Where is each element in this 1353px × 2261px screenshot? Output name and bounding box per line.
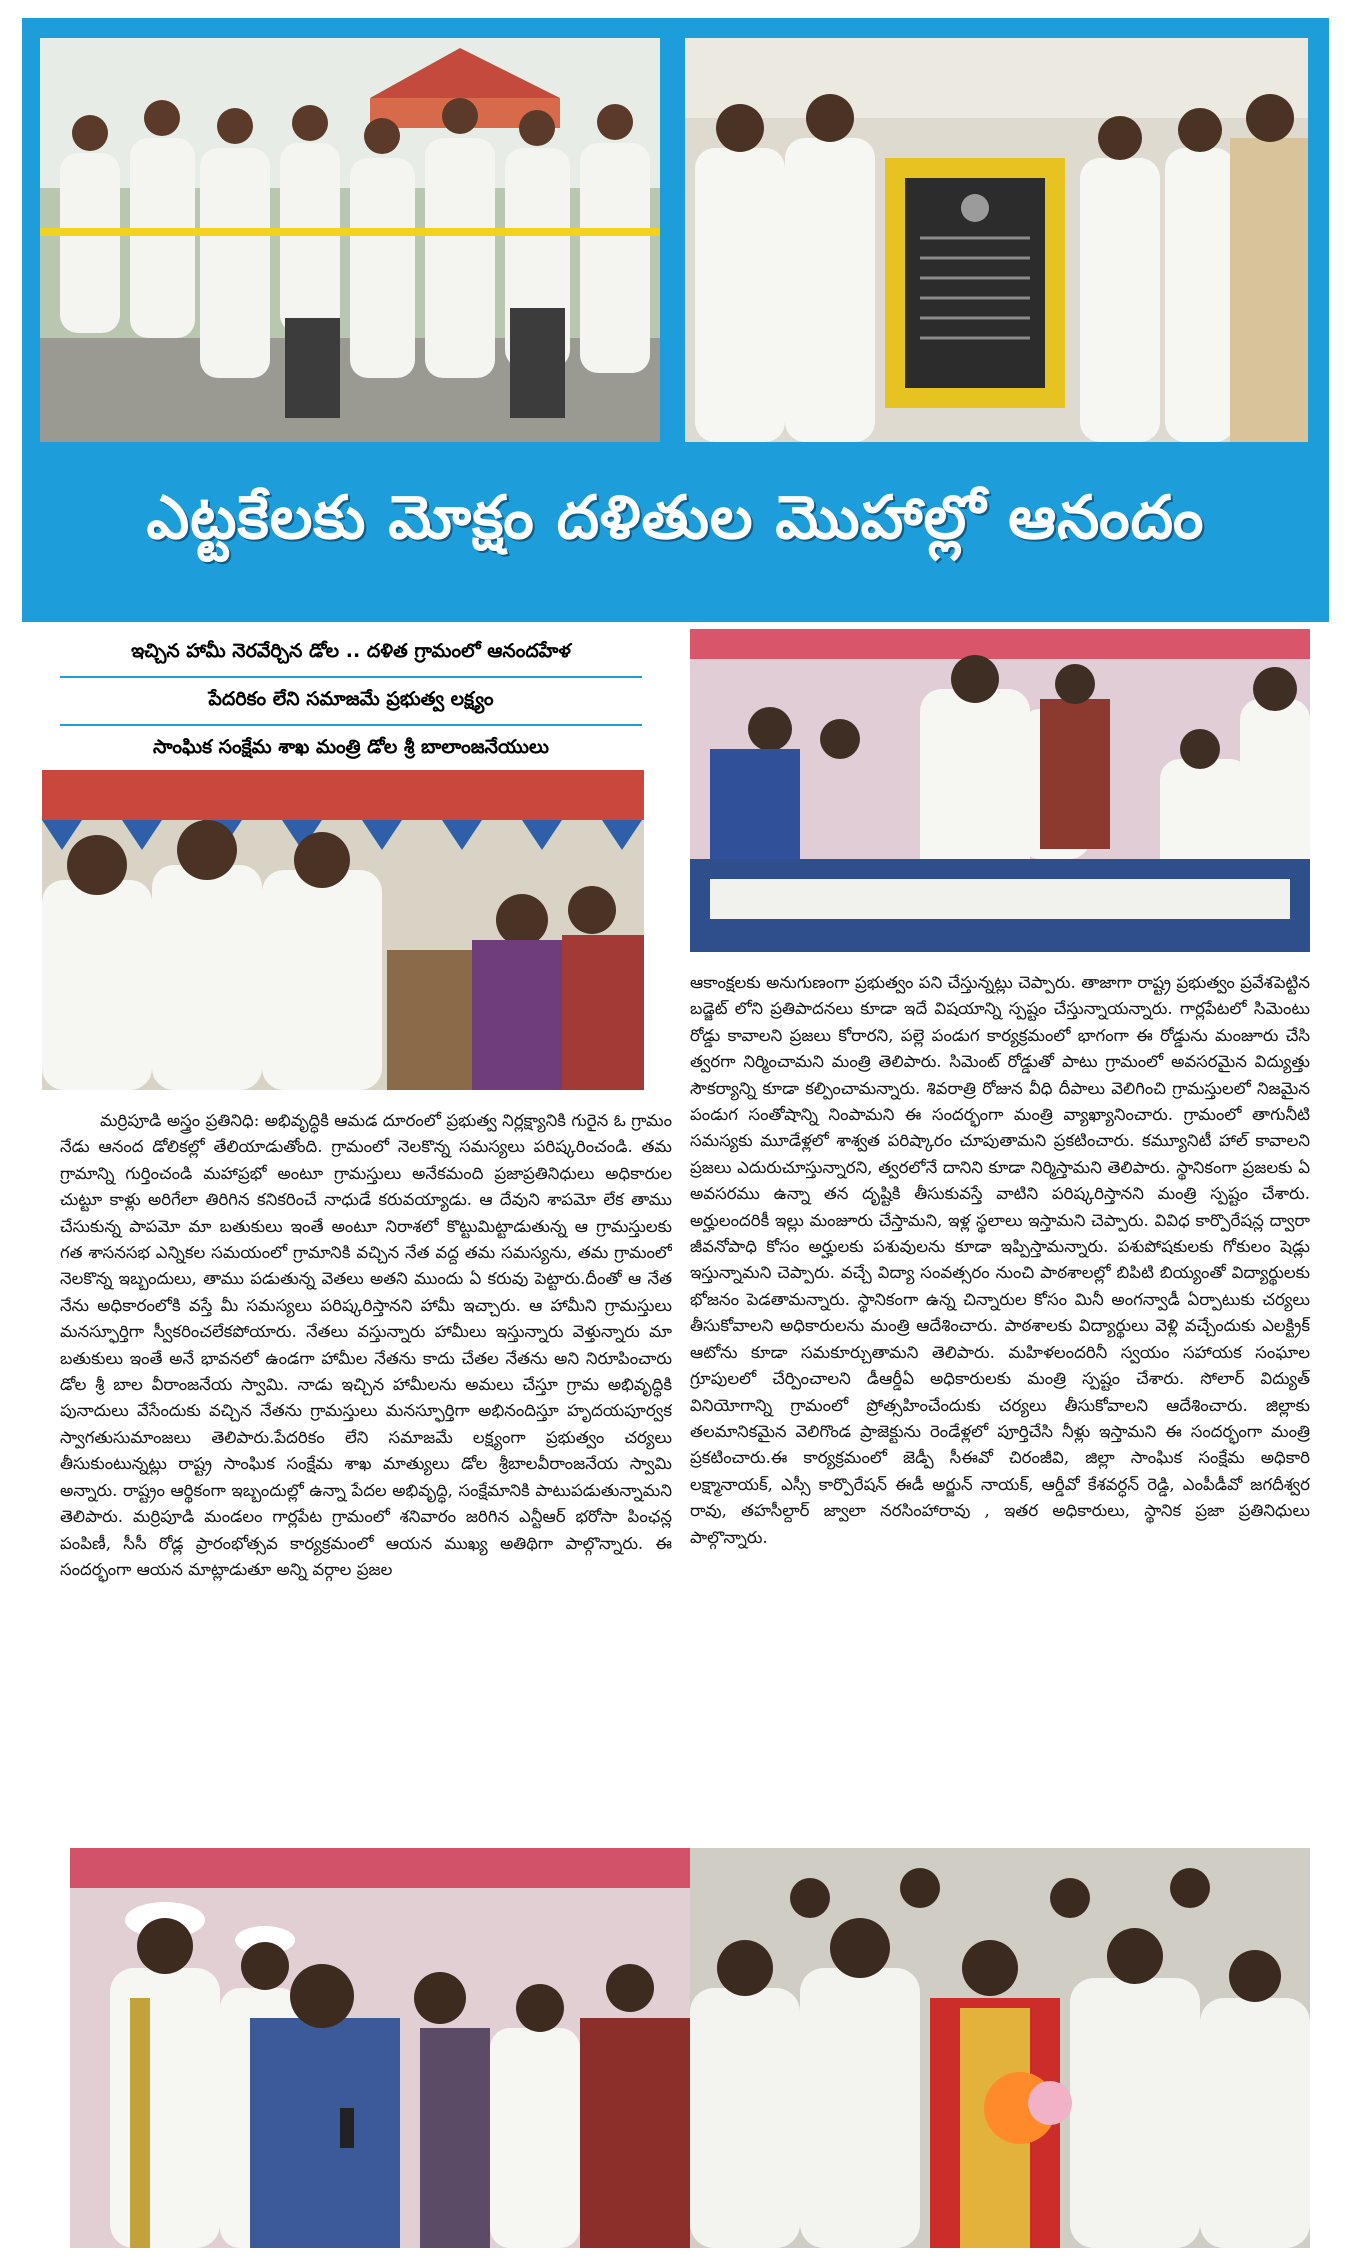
article-left-column — [60, 1108, 672, 1838]
subhead-3: సాంఘిక సంక్షేమ శాఖ మంత్రి డోల శ్రీ బాలాంజనేయులు — [152, 736, 550, 758]
article-left-text: మర్రిపూడి అస్త్రం ప్రతినిధి: అభివృద్ధికి ఆమడ దూరంలో ప్రభుత్వ నిర్లక్ష్యానికి గురైన ఓ గ్రామం నేడు ఆనంద డోలికల్లో తేలియాడుతోంది. గ్రామంలో నెలకొన్న సమస్యలు పరిష్కరించండి. తమ గ్రామాన్ని గుర్తించండి మహాప్రభో అంటూ గ్రామస్తులు అనేకమంది ప్రజాప్రతినిధులు అధికారుల చుట్టూ కాళ్లు అరిగేలా తిరిగిన కనికరించే నాధుడే కరువయ్యాడు. ఆ దేవుని శాపమో లేక తాము చేసుకున్న పాపమో మా బతుకులు ఇంతే అంటూ నిరాశలో కొట్టుమిట్టాడుతున్న ఆ గ్రామస్తులకు గత శాసనసభ ఎన్నికల సమయంలో గ్రామానికి వచ్చిన నేత వద్ద తమ సమస్యను, తమ గ్రామంలో నెలకొన్న ఇబ్బందులు, తాము పడుతున్న వెతలు అతని ముందు ఏ కరువు పెట్టారు.దీంతో ఆ నేత నేను అధికారంలోకి వస్తే మీ సమస్యలు పరిష్కరిస్తానని హామీ ఇచ్చారు. ఆ హామీని గ్రామస్తులు మనస్ఫూర్తిగా స్వీకరించలేకపోయారు. నేతలు వస్తున్నారు హామీలు ఇస్తున్నారు వెళ్తున్నారు మా బతుకులు ఇంతే అనే భావనలో ఉండగా హామీల నేతను కాదు చేతల నేతను అని నిరూపించారు డోల శ్రీ బాల వీరాంజనేయ స్వామి. నాడు ఇచ్చిన హామీలను అమలు చేస్తూ గ్రామ అభివృద్ధికి పునాదులు వేసేందుకు వచ్చిన నేతను గ్రామస్తులు మనస్ఫూర్తిగా అభినందిస్తూ హృదయపూర్వక స్వాగతుసుమాంజలు తెలిపారు.పేదరికం లేని సమాజమే లక్ష్యంగా ప్రభుత్వం చర్యలు తీసుకుంటున్నట్లు రాష్ట్ర సాంఘిక సంక్షేమ శాఖ మాత్యులు డోల శ్రీబాలవీరాంజనేయ స్వామి అన్నారు. రాష్ట్రం ఆర్థికంగా ఇబ్బందుల్లో ఉన్నా పేదల అభివృద్ధి, సంక్షేమానికి పాటుపడుతున్నామని తెలిపారు. మర్రిపూడి మండలం గార్లపేట గ్రామంలో శనివారం జరిగిన ఎన్టీఆర్ భరోసా పింఛన్ల పంపిణీ, సీసీ రోడ్ల ప్రారంభోత్సవ కార్యక్రమంలో ఆయన ముఖ్య అతిథిగా పాల్గొన్నారు. ఈ సందర్భంగా ఆయన మాట్లాడుతూ అన్ని వర్గాల ప్రజల — [60, 1111, 672, 1579]
subhead-2: పేదరికం లేని సమాజమే ప్రభుత్వ లక్ష్యం — [208, 688, 494, 710]
microphone-speaker-photo — [70, 1848, 690, 2248]
article-right-column — [690, 970, 1310, 1838]
plaque-unveiling-photo — [685, 38, 1308, 442]
hero-banner — [22, 18, 1329, 622]
subhead-divider — [60, 676, 642, 678]
article-right-text: ఆకాంక్షలకు అనుగుణంగా ప్రభుత్వం పని చేస్తున్నట్లు చెప్పారు. తాజాగా రాష్ట్ర ప్రభుత్వం ప్రవేశపెట్టిన బడ్జెట్ లోని ప్రతిపాదనలు కూడా ఇదే విషయాన్ని స్పష్టం చేస్తున్నాయన్నారు. గార్లపేటలో సిమెంటు రోడ్డు కావాలని ప్రజలు కోరారని, పల్లె పండుగ కార్యక్రమంలో భాగంగా ఈ రోడ్డును మంజూరు చేసి త్వరగా నిర్మించామని మంత్రి తెలిపారు. సిమెంట్ రోడ్డుతో పాటు గ్రామంలో అవసరమైన విద్యుత్తు సౌకర్యాన్ని కూడా కల్పించామన్నారు. శివరాత్రి రోజున వీధి దీపాలు వెలిగించి గ్రామస్తులలో నిజమైన పండుగ సంతోషాన్ని నింపామని ఈ సందర్భంగా మంత్రి వ్యాఖ్యానించారు. గ్రామంలో తాగునీటి సమస్యకు మూడేళ్లలో శాశ్వత పరిష్కారం చూపుతామని ప్రకటించారు. కమ్యూనిటీ హాల్ కావాలని ప్రజలు ఎదురుచూస్తున్నారని, త్వరలోనే దానిని కూడా నిర్మిస్తామని తెలిపారు. స్థానికంగా ప్రజలకు ఏ అవసరము ఉన్నా తన దృష్టికి తీసుకువస్తే వాటిని పరిష్కరిస్తానని మంత్రి స్పష్టం చేశారు. అర్హులందరికీ ఇల్లు మంజూరు చేస్తామని, ఇళ్ల స్థలాలు ఇస్తామని చెప్పారు. వివిధ కార్పొరేషన్ల ద్వారా జీవనోపాధి కోసం అర్హులకు పశువులను కూడా ఇప్పిస్తామన్నారు. పశుపోషకులకు గోకులం షెడ్లు ఇస్తున్నామని చెప్పారు. వచ్చే విద్యా సంవత్సరం నుంచి పాఠశాలల్లో బిపిటి బియ్యంతో విద్యార్థులకు భోజనం పెడతామన్నారు. స్థానికంగా ఉన్న చిన్నారుల కోసం మినీ అంగన్వాడీ ఏర్పాటుకు చర్యలు తీసుకోవాలని అధికారులను మంత్రి ఆదేశించారు. పాఠశాలకు విద్యార్థులు వెళ్లి వచ్చేందుకు ఎలక్ట్రిక్ ఆటోను కూడా సమకూర్చుతామని తెలిపారు. మహిళలందరినీ స్వయం సహాయక సంఘాల గ్రూపులలో చేర్పించాలని డీఆర్డీఏ అధికారులకు మంత్రి స్పష్టం చేశారు. సోలార్ విద్యుత్ వినియోగాన్ని గ్రామంలో ప్రోత్సహించేందుకు చర్యలు తీసుకోవాలని ఆదేశించారు. జిల్లాకు తలమానికమైన వెలిగొండ ప్రాజెక్టును రెండేళ్లలో పూర్తిచేసి నీళ్లు ఇస్తామని ఈ సందర్భంగా మంత్రి ప్రకటించారు.ఈ కార్యక్రమంలో జెడ్పీ సీఈవో చిరంజీవి, జిల్లా సాంఘిక సంక్షేమ అధికారి లక్ష్మానాయక్, ఎస్సీ కార్పొరేషన్ ఈడీ అర్జున్ నాయక్, ఆర్డీవో కేశవర్ధన్ రెడ్డి, ఎంపీడీవో జగదీశ్వర రావు, తహసీల్దార్ జ్వాలా నరసింహారావు , ఇతర అధికారులు, స్థానిక ప్రజా ప్రతినిధులు పాల్గొన్నారు. — [690, 973, 1310, 1547]
ribbon-cutting-photo — [40, 38, 660, 442]
stage-speech-photo — [690, 629, 1310, 952]
subhead-divider — [60, 724, 642, 726]
villagers-greeting-photo — [42, 770, 644, 1090]
garland-felicitation-photo — [690, 1848, 1310, 2248]
headline-box — [34, 450, 1317, 600]
subhead-1: ఇచ్చిన హామీ నెరవేర్చిన డోల .. దళిత గ్రామంలో ఆనందహేళ — [131, 640, 571, 662]
headline: ఎట్టకేలకు మోక్షం దళితుల మొహాల్లో ఆనందం — [146, 483, 1205, 553]
